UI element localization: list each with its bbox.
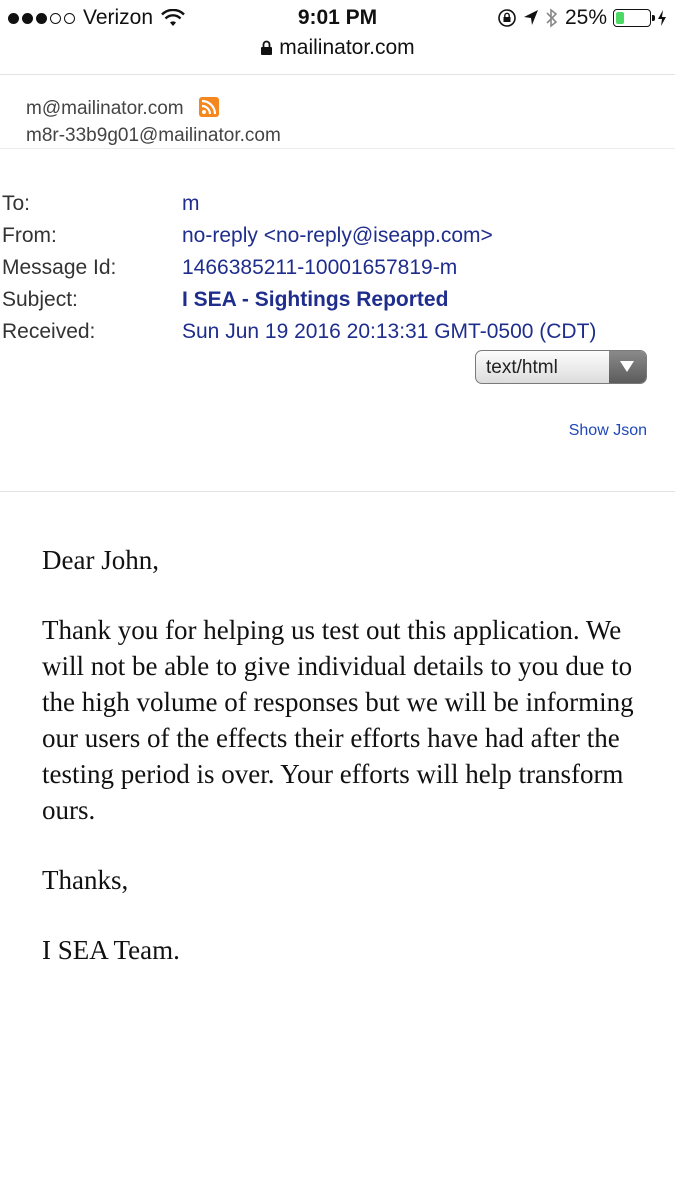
received-label: Received: xyxy=(2,320,96,343)
lock-icon xyxy=(260,40,273,56)
divider xyxy=(0,74,675,75)
carrier-name: Verizon xyxy=(83,6,154,29)
subject-value: I SEA - Sightings Reported xyxy=(182,288,449,311)
bluetooth-icon xyxy=(545,8,559,28)
status-bar xyxy=(0,0,675,36)
message-id-value: 1466385211-10001657819-m xyxy=(182,256,458,279)
to-label: To: xyxy=(2,192,31,215)
location-arrow-icon xyxy=(523,9,539,27)
clock: 9:01 PM xyxy=(297,6,378,29)
chevron-down-icon xyxy=(620,361,634,372)
to-row xyxy=(0,188,596,220)
battery-percent: 25% xyxy=(564,6,607,29)
message-id-row xyxy=(0,252,596,284)
email-greeting: Dear John, xyxy=(42,545,159,575)
message-id-label: Message Id: xyxy=(2,256,117,279)
format-select[interactable] xyxy=(475,350,647,384)
message-metadata xyxy=(0,188,596,348)
url-text: mailinator.com xyxy=(279,36,415,59)
inbox-alias: m8r-33b9g01@mailinator.com xyxy=(26,125,281,146)
from-label: From: xyxy=(2,224,57,247)
received-row xyxy=(0,316,596,348)
battery-icon xyxy=(613,9,651,27)
subject-row xyxy=(0,284,596,316)
rss-feed-icon[interactable] xyxy=(199,97,219,117)
subject-label: Subject: xyxy=(2,288,78,311)
divider xyxy=(0,148,675,149)
dropdown-button[interactable] xyxy=(609,351,646,383)
from-value: no-reply <no-reply@iseapp.com> xyxy=(182,224,493,247)
from-row xyxy=(0,220,596,252)
rotation-lock-icon xyxy=(497,8,517,28)
to-value: m xyxy=(182,192,200,215)
received-value: Sun Jun 19 2016 20:13:31 GMT-0500 (CDT) xyxy=(182,320,597,343)
inbox-address: m@mailinator.com xyxy=(26,98,184,119)
email-paragraph: Thank you for helping us test out this application. We will not be able to give individual details to you due to the high volume of responses but we will be informing our users of the effects their efforts have had after the testing period is over. Your efforts will help transform ours. xyxy=(42,615,634,825)
address-bar[interactable] xyxy=(0,36,675,70)
email-thanks: Thanks, xyxy=(42,865,129,895)
status-right xyxy=(497,6,667,30)
inbox-header xyxy=(26,95,281,149)
email-signature: I SEA Team. xyxy=(42,935,180,965)
battery-level xyxy=(616,12,624,24)
format-selected-value: text/html xyxy=(486,357,558,378)
charging-icon xyxy=(657,9,667,27)
show-json-link[interactable]: Show Json xyxy=(568,422,647,439)
email-body xyxy=(42,542,642,1002)
divider xyxy=(0,491,675,492)
